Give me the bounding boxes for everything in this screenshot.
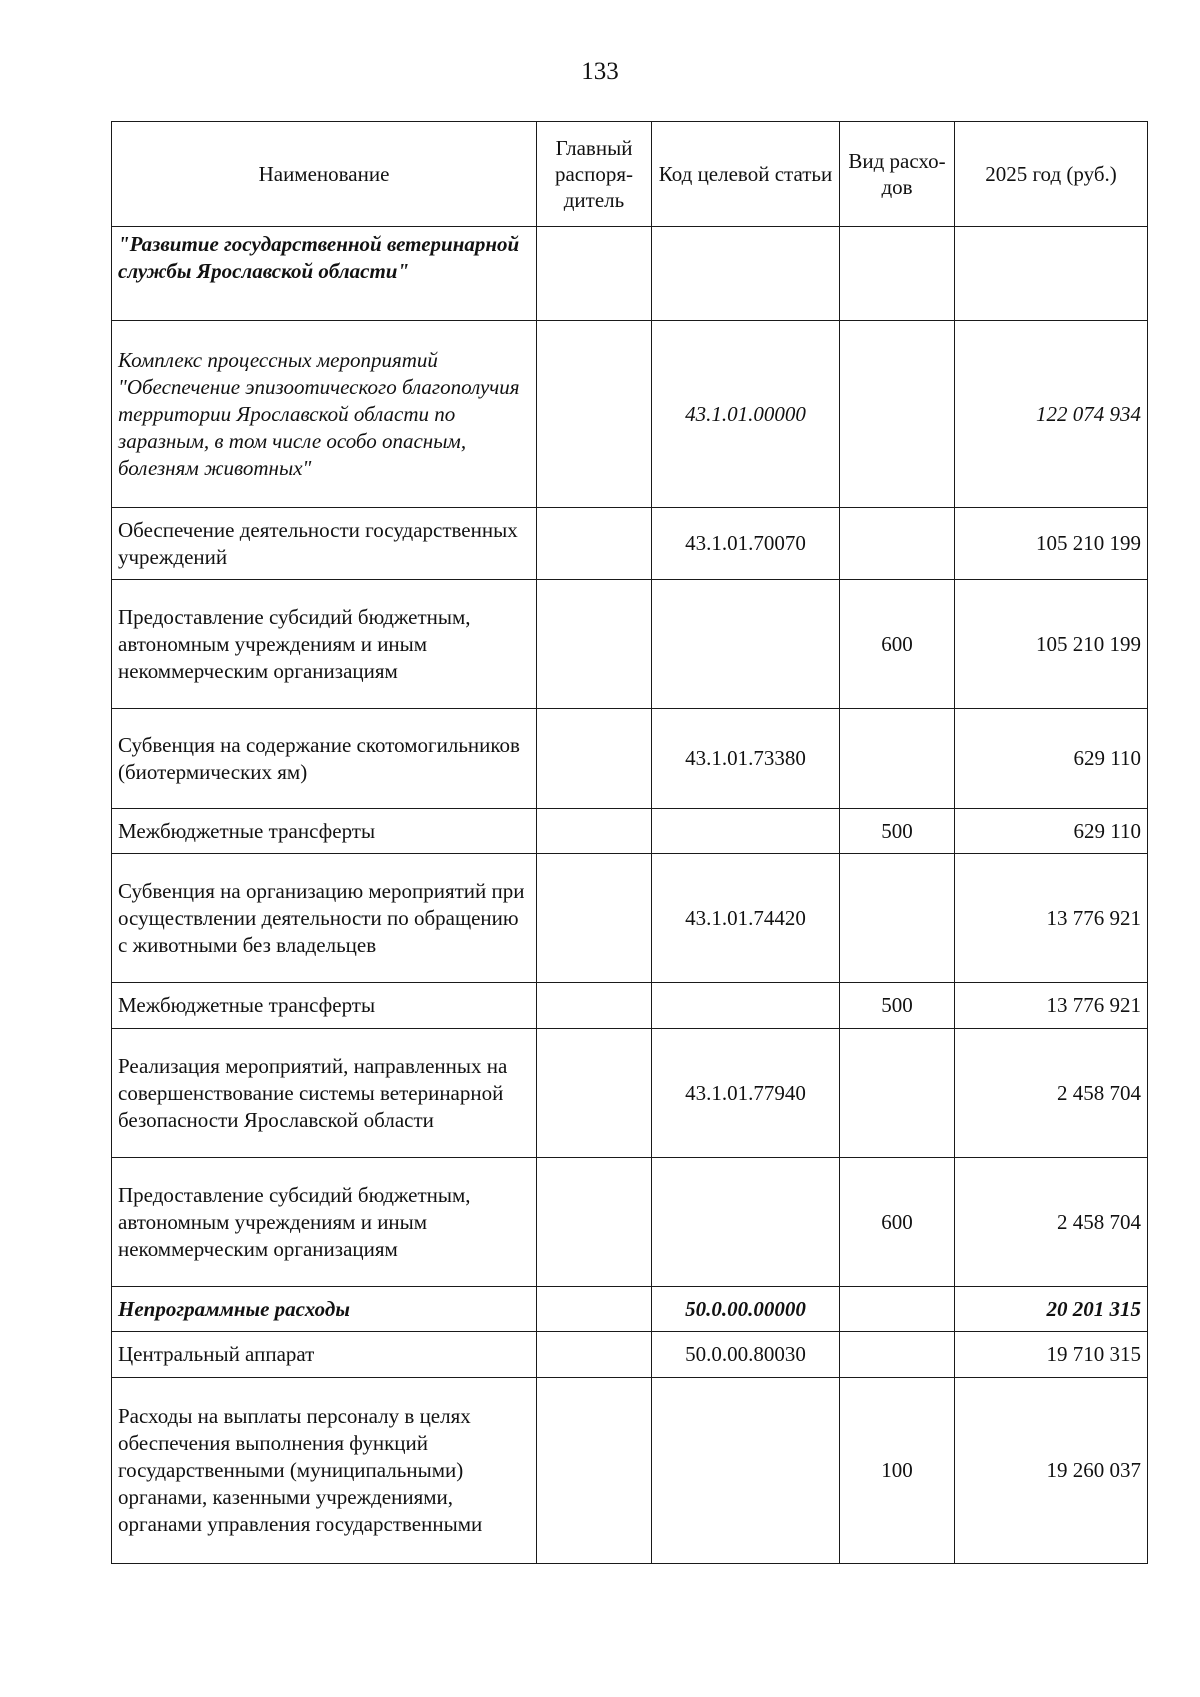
row-name: "Развитие государственной ветеринарной службы Ярославской области" bbox=[112, 227, 537, 321]
row-amount: 2 458 704 bbox=[955, 1029, 1148, 1158]
row-name: Комплекс процессных мероприятий "Обеспечение эпизоотического благополучия территории Ярославской области по заразным, в том числе особо опасным, болезням животных" bbox=[112, 321, 537, 508]
row-target-code: 50.0.00.80030 bbox=[652, 1332, 840, 1378]
row-name: Реализация мероприятий, направленных на совершенствование системы ветеринарной безопасности Ярославской области bbox=[112, 1029, 537, 1158]
header-expense-type: Вид расхо-дов bbox=[840, 122, 955, 227]
row-main-manager bbox=[537, 809, 652, 854]
row-expense-type: 500 bbox=[840, 809, 955, 854]
row-main-manager bbox=[537, 321, 652, 508]
row-amount: 13 776 921 bbox=[955, 983, 1148, 1029]
header-main-manager: Главный распоря-дитель bbox=[537, 122, 652, 227]
table-row bbox=[112, 321, 1148, 508]
table-row bbox=[112, 1378, 1148, 1564]
table-row bbox=[112, 1158, 1148, 1287]
row-expense-type bbox=[840, 1332, 955, 1378]
row-target-code bbox=[652, 1378, 840, 1564]
row-target-code bbox=[652, 1158, 840, 1287]
row-main-manager bbox=[537, 1332, 652, 1378]
table-row bbox=[112, 580, 1148, 709]
row-target-code bbox=[652, 227, 840, 321]
row-main-manager bbox=[537, 983, 652, 1029]
row-target-code: 43.1.01.74420 bbox=[652, 854, 840, 983]
row-main-manager bbox=[537, 709, 652, 809]
row-expense-type bbox=[840, 709, 955, 809]
table-row bbox=[112, 709, 1148, 809]
row-expense-type bbox=[840, 321, 955, 508]
table-row bbox=[112, 983, 1148, 1029]
header-year-amount: 2025 год (руб.) bbox=[955, 122, 1148, 227]
row-target-code: 43.1.01.73380 bbox=[652, 709, 840, 809]
row-amount: 13 776 921 bbox=[955, 854, 1148, 983]
row-main-manager bbox=[537, 227, 652, 321]
header-name: Наименование bbox=[112, 122, 537, 227]
row-amount: 629 110 bbox=[955, 809, 1148, 854]
row-amount: 629 110 bbox=[955, 709, 1148, 809]
row-main-manager bbox=[537, 1158, 652, 1287]
row-main-manager bbox=[537, 1287, 652, 1332]
row-name: Предоставление субсидий бюджетным, автономным учреждениям и иным некоммерческим организациям bbox=[112, 580, 537, 709]
row-expense-type bbox=[840, 1287, 955, 1332]
row-expense-type: 600 bbox=[840, 1158, 955, 1287]
table-row bbox=[112, 227, 1148, 321]
row-expense-type bbox=[840, 227, 955, 321]
row-target-code bbox=[652, 983, 840, 1029]
row-expense-type: 500 bbox=[840, 983, 955, 1029]
row-expense-type bbox=[840, 1029, 955, 1158]
row-name: Предоставление субсидий бюджетным, автономным учреждениям и иным некоммерческим организациям bbox=[112, 1158, 537, 1287]
budget-table bbox=[111, 121, 1148, 1564]
row-main-manager bbox=[537, 580, 652, 709]
row-name: Субвенция на организацию мероприятий при осуществлении деятельности по обращению с животными без владельцев bbox=[112, 854, 537, 983]
table-row bbox=[112, 809, 1148, 854]
row-expense-type bbox=[840, 508, 955, 580]
row-amount: 122 074 934 bbox=[955, 321, 1148, 508]
row-name: Центральный аппарат bbox=[112, 1332, 537, 1378]
row-expense-type bbox=[840, 854, 955, 983]
table-row bbox=[112, 1332, 1148, 1378]
row-amount: 2 458 704 bbox=[955, 1158, 1148, 1287]
row-target-code: 43.1.01.00000 bbox=[652, 321, 840, 508]
table-row bbox=[112, 1287, 1148, 1332]
row-expense-type: 100 bbox=[840, 1378, 955, 1564]
header-target-code: Код целевой статьи bbox=[652, 122, 840, 227]
row-main-manager bbox=[537, 1378, 652, 1564]
row-target-code bbox=[652, 580, 840, 709]
row-target-code bbox=[652, 809, 840, 854]
row-target-code: 50.0.00.00000 bbox=[652, 1287, 840, 1332]
page-number: 133 bbox=[581, 58, 619, 85]
table-header-row bbox=[112, 122, 1148, 227]
row-amount: 19 260 037 bbox=[955, 1378, 1148, 1564]
row-name: Обеспечение деятельности государственных учреждений bbox=[112, 508, 537, 580]
row-amount: 20 201 315 bbox=[955, 1287, 1148, 1332]
row-name: Расходы на выплаты персоналу в целях обеспечения выполнения функций государственными (муниципальными) органами, казенными учреждениями, органами управления государственными bbox=[112, 1378, 537, 1564]
row-main-manager bbox=[537, 508, 652, 580]
row-name: Субвенция на содержание скотомогильников (биотермических ям) bbox=[112, 709, 537, 809]
row-main-manager bbox=[537, 1029, 652, 1158]
row-amount bbox=[955, 227, 1148, 321]
row-name: Непрограммные расходы bbox=[112, 1287, 537, 1332]
row-amount: 105 210 199 bbox=[955, 508, 1148, 580]
row-expense-type: 600 bbox=[840, 580, 955, 709]
row-amount: 105 210 199 bbox=[955, 580, 1148, 709]
table-row bbox=[112, 1029, 1148, 1158]
row-name: Межбюджетные трансферты bbox=[112, 983, 537, 1029]
table-row bbox=[112, 854, 1148, 983]
row-name: Межбюджетные трансферты bbox=[112, 809, 537, 854]
table-row bbox=[112, 508, 1148, 580]
row-main-manager bbox=[537, 854, 652, 983]
row-target-code: 43.1.01.77940 bbox=[652, 1029, 840, 1158]
row-amount: 19 710 315 bbox=[955, 1332, 1148, 1378]
row-target-code: 43.1.01.70070 bbox=[652, 508, 840, 580]
